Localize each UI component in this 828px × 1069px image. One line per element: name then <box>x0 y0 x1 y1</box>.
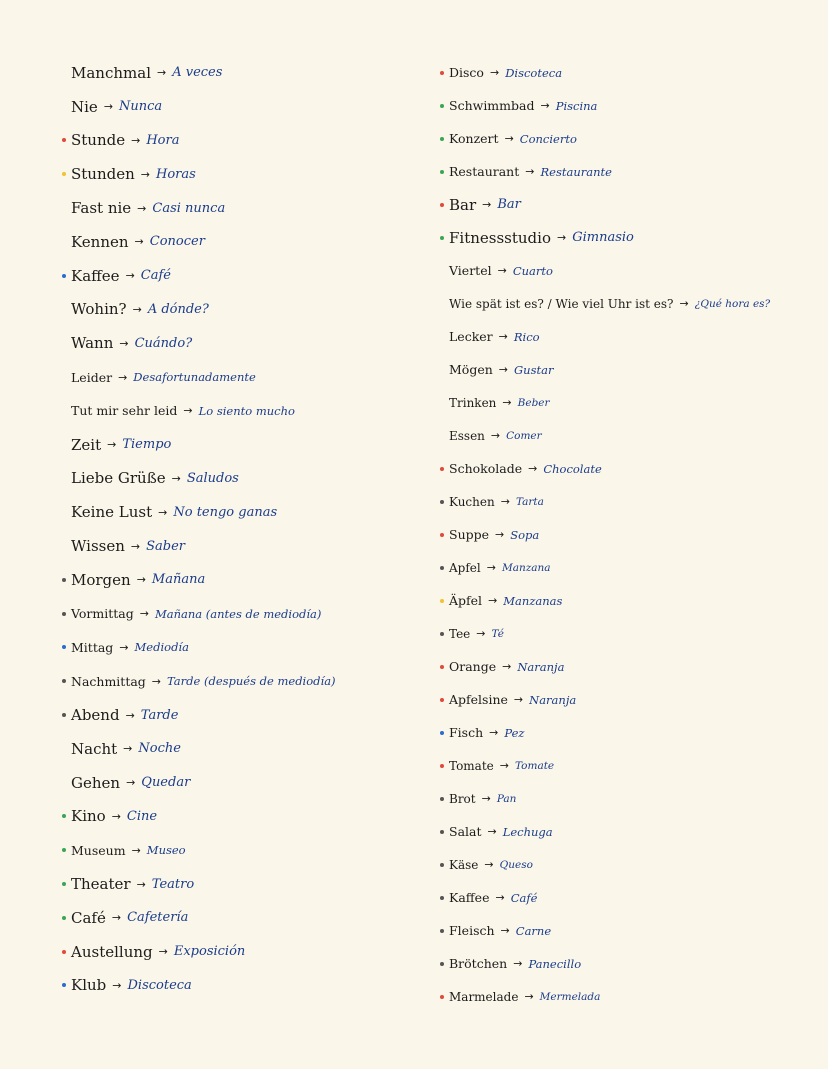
spanish-translation: Hora <box>146 132 180 148</box>
german-word: Tee <box>449 626 471 641</box>
arrow-right-icon: → <box>476 627 486 640</box>
vocab-entry <box>62 428 432 462</box>
spanish-translation: Mermelada <box>539 990 601 1003</box>
german-word: Nacht <box>71 739 118 758</box>
arrow-right-icon: → <box>183 404 193 418</box>
vocab-entry <box>62 326 432 360</box>
bullet-dot-icon <box>440 764 444 768</box>
bullet-dot-icon <box>62 950 66 954</box>
german-word: Orange <box>449 659 497 674</box>
bullet-dot-icon <box>62 240 66 244</box>
german-word: Salat <box>449 824 482 839</box>
bullet-dot-icon <box>440 599 444 603</box>
vocab-entry <box>62 833 432 867</box>
german-word: Morgen <box>71 570 131 589</box>
vocab-entry <box>440 683 825 716</box>
german-word: Disco <box>449 65 484 80</box>
arrow-right-icon: → <box>131 843 141 857</box>
german-word: Austellung <box>71 942 153 961</box>
bullet-dot-icon <box>62 71 66 75</box>
bullet-dot-icon <box>62 375 66 379</box>
bullet-dot-icon <box>440 995 444 999</box>
vocab-entry <box>440 584 825 617</box>
spanish-translation: Cuándo? <box>134 335 193 351</box>
arrow-right-icon: → <box>500 495 510 508</box>
spanish-translation: Mediodía <box>134 640 189 655</box>
bullet-dot-icon <box>62 713 66 717</box>
bullet-dot-icon <box>440 698 444 702</box>
german-word: Gehen <box>71 773 121 792</box>
bullet-dot-icon <box>440 170 444 174</box>
german-word: Café <box>71 908 106 927</box>
german-word: Museum <box>71 842 126 858</box>
arrow-right-icon: → <box>126 776 136 790</box>
arrow-right-icon: → <box>486 561 496 574</box>
arrow-right-icon: → <box>158 945 168 959</box>
vocab-entry <box>62 597 432 631</box>
spanish-translation: Lo siento mucho <box>198 403 295 418</box>
bullet-dot-icon <box>440 896 444 900</box>
arrow-right-icon: → <box>139 607 149 621</box>
arrow-right-icon: → <box>525 165 535 178</box>
vocab-entry <box>440 749 825 782</box>
vocab-entry <box>62 766 432 800</box>
spanish-translation: Horas <box>155 166 196 182</box>
german-word: Kennen <box>71 232 129 251</box>
arrow-right-icon: → <box>497 264 507 277</box>
bullet-dot-icon <box>62 645 66 649</box>
spanish-translation: Carne <box>515 923 552 938</box>
spanish-translation: Gimnasio <box>572 230 634 245</box>
vocab-entry <box>440 287 825 320</box>
arrow-right-icon: → <box>171 471 181 485</box>
spanish-translation: Pan <box>496 792 517 805</box>
spanish-translation: Sopa <box>510 527 540 542</box>
spanish-translation: Naranja <box>529 692 577 707</box>
german-word: Tut mir sehr leid <box>71 403 178 419</box>
vocab-entry <box>62 563 432 597</box>
spanish-translation: Cuarto <box>512 263 553 278</box>
bullet-dot-icon <box>62 274 66 278</box>
german-word: Kino <box>71 807 106 826</box>
vocab-entry <box>440 716 825 749</box>
bullet-dot-icon <box>62 510 66 514</box>
bullet-dot-icon <box>62 612 66 616</box>
spanish-translation: Noche <box>138 741 181 757</box>
german-word: Fast nie <box>71 199 132 218</box>
bullet-dot-icon <box>440 401 444 405</box>
vocab-entry <box>440 848 825 881</box>
vocab-entry <box>440 254 825 287</box>
vocab-entry <box>440 353 825 386</box>
german-word: Äpfel <box>449 593 483 608</box>
spanish-translation: Mañana (antes de mediodía) <box>154 606 322 621</box>
spanish-translation: Bar <box>497 197 521 212</box>
arrow-right-icon: → <box>119 640 129 654</box>
german-word: Fisch <box>449 725 484 740</box>
bullet-dot-icon <box>440 863 444 867</box>
german-word: Kaffee <box>449 890 490 905</box>
bullet-dot-icon <box>440 632 444 636</box>
arrow-right-icon: → <box>131 133 141 147</box>
arrow-right-icon: → <box>132 302 142 316</box>
bullet-dot-icon <box>62 105 66 109</box>
arrow-right-icon: → <box>158 505 168 519</box>
spanish-translation: Chocolate <box>543 461 602 476</box>
bullet-dot-icon <box>440 665 444 669</box>
vocab-entry <box>440 815 825 848</box>
bullet-dot-icon <box>440 929 444 933</box>
spanish-translation: Pez <box>504 725 525 740</box>
german-word: Tomate <box>449 758 494 773</box>
spanish-translation: Tarde (después de mediodía) <box>167 674 336 689</box>
vocab-entry <box>62 698 432 732</box>
spanish-translation: Café <box>510 890 538 905</box>
vocab-entry <box>62 732 432 766</box>
vocabulary-list-right <box>440 56 825 1013</box>
spanish-translation: Piscina <box>555 98 598 113</box>
arrow-right-icon: → <box>513 957 523 970</box>
vocab-entry <box>62 293 432 327</box>
bullet-dot-icon <box>62 307 66 311</box>
vocab-entry <box>440 617 825 650</box>
vocab-entry <box>62 157 432 191</box>
arrow-right-icon: → <box>513 693 524 706</box>
spanish-translation: Conocer <box>149 234 205 250</box>
german-word: Wohin? <box>71 300 127 319</box>
german-word: Mögen <box>449 362 493 377</box>
bullet-dot-icon <box>440 434 444 438</box>
spanish-translation: Comer <box>506 429 542 442</box>
german-word: Kuchen <box>449 494 495 509</box>
bullet-dot-icon <box>440 71 444 75</box>
german-word: Nie <box>71 97 98 116</box>
arrow-right-icon: → <box>540 99 550 112</box>
spanish-translation: Cine <box>126 808 158 824</box>
arrow-right-icon: → <box>136 877 146 891</box>
german-word: Marmelade <box>449 989 519 1004</box>
german-word: Suppe <box>449 527 490 542</box>
german-word: Fitnessstudio <box>449 228 551 247</box>
arrow-right-icon: → <box>119 336 129 350</box>
arrow-right-icon: → <box>498 330 508 343</box>
vocab-entry <box>440 320 825 353</box>
vocab-entry <box>62 124 432 158</box>
vocab-entry <box>62 529 432 563</box>
german-word: Apfel <box>449 560 481 575</box>
vocab-entry <box>440 56 825 89</box>
german-word: Mittag <box>71 639 114 655</box>
vocab-entry <box>440 155 825 188</box>
spanish-translation: Mañana <box>151 572 206 588</box>
vocab-entry <box>440 188 825 221</box>
bullet-dot-icon <box>62 679 66 683</box>
arrow-right-icon: → <box>487 825 497 838</box>
spanish-translation: Nunca <box>119 99 163 115</box>
bullet-dot-icon <box>440 302 444 306</box>
vocab-entry <box>62 867 432 901</box>
arrow-right-icon: → <box>482 198 492 211</box>
vocab-entry <box>440 782 825 815</box>
bullet-dot-icon <box>62 172 66 176</box>
bullet-dot-icon <box>62 409 66 413</box>
arrow-right-icon: → <box>502 396 512 409</box>
spanish-translation: Té <box>491 627 504 640</box>
arrow-right-icon: → <box>489 66 500 79</box>
german-word: Abend <box>71 706 120 725</box>
arrow-right-icon: → <box>140 167 150 181</box>
german-word: Theater <box>71 875 131 894</box>
bullet-dot-icon <box>440 137 444 141</box>
spanish-translation: Exposición <box>173 944 246 960</box>
arrow-right-icon: → <box>111 911 122 925</box>
arrow-right-icon: → <box>489 726 499 739</box>
german-word: Restaurant <box>449 164 520 179</box>
arrow-right-icon: → <box>481 792 491 805</box>
spanish-translation: Casi nunca <box>152 200 226 216</box>
spanish-translation: Concierto <box>519 131 577 146</box>
arrow-right-icon: → <box>528 462 538 475</box>
bullet-dot-icon <box>62 814 66 818</box>
spanish-translation: A veces <box>172 65 223 81</box>
bullet-dot-icon <box>62 206 66 210</box>
spanish-translation: Rico <box>513 329 540 344</box>
vocab-entry <box>62 901 432 935</box>
arrow-right-icon: → <box>490 429 501 442</box>
arrow-right-icon: → <box>125 269 135 283</box>
german-word: Stunde <box>71 131 126 150</box>
vocab-entry <box>440 914 825 947</box>
german-word: Stunden <box>71 165 135 184</box>
german-word: Schwimmbad <box>449 98 535 113</box>
spanish-translation: Tomate <box>514 759 555 772</box>
vocab-entry <box>62 495 432 529</box>
vocab-entry <box>62 225 432 259</box>
spanish-translation: Tiempo <box>122 437 172 453</box>
german-word: Manchmal <box>71 63 151 82</box>
vocab-entry <box>62 800 432 834</box>
arrow-right-icon: → <box>495 891 505 904</box>
arrow-right-icon: → <box>499 759 509 772</box>
spanish-translation: Queso <box>499 858 533 871</box>
vocab-entry <box>440 452 825 485</box>
vocab-entry <box>62 360 432 394</box>
bullet-dot-icon <box>62 138 66 142</box>
bullet-dot-icon <box>440 533 444 537</box>
bullet-dot-icon <box>62 578 66 582</box>
spanish-translation: Cafetería <box>127 910 189 926</box>
bullet-dot-icon <box>62 341 66 345</box>
german-word: Zeit <box>71 435 102 454</box>
german-word: Fleisch <box>449 923 495 938</box>
bullet-dot-icon <box>62 983 66 987</box>
german-word: Käse <box>449 857 479 872</box>
vocab-entry <box>62 259 432 293</box>
vocab-entry <box>440 947 825 980</box>
spanish-translation: Saber <box>146 538 185 554</box>
arrow-right-icon: → <box>504 132 514 145</box>
spanish-translation: Teatro <box>151 876 195 892</box>
bullet-dot-icon <box>440 368 444 372</box>
spanish-translation: Gustar <box>514 362 554 377</box>
arrow-right-icon: → <box>500 924 510 937</box>
arrow-right-icon: → <box>151 674 162 688</box>
german-word: Vormittag <box>71 606 134 622</box>
german-word: Wissen <box>71 537 125 556</box>
vocab-entry <box>62 394 432 428</box>
vocab-entry <box>440 386 825 419</box>
bullet-dot-icon <box>440 104 444 108</box>
bullet-dot-icon <box>62 848 66 852</box>
spanish-translation: Restaurante <box>540 164 612 179</box>
vocab-entry <box>440 89 825 122</box>
bullet-dot-icon <box>440 335 444 339</box>
arrow-right-icon: → <box>556 231 567 244</box>
german-word: Essen <box>449 428 485 443</box>
arrow-right-icon: → <box>130 539 141 553</box>
german-word: Wie spät ist es? / Wie viel Uhr ist es? <box>449 296 674 311</box>
spanish-translation: Tarta <box>515 495 544 508</box>
german-word: Kaffee <box>71 266 120 285</box>
spanish-translation: A dónde? <box>147 301 209 317</box>
arrow-right-icon: → <box>502 660 512 673</box>
vocab-entry <box>62 631 432 665</box>
arrow-right-icon: → <box>123 742 133 756</box>
bullet-dot-icon <box>62 443 66 447</box>
spanish-translation: Discoteca <box>505 65 563 80</box>
vocab-entry <box>62 935 432 969</box>
bullet-dot-icon <box>440 830 444 834</box>
vocab-entry <box>440 980 825 1013</box>
german-word: Apfelsine <box>449 692 508 707</box>
bullet-dot-icon <box>440 203 444 207</box>
spanish-translation: Desafortunadamente <box>133 370 256 385</box>
spanish-translation: Café <box>140 268 171 284</box>
arrow-right-icon: → <box>112 978 122 992</box>
arrow-right-icon: → <box>495 528 505 541</box>
vocab-entry <box>62 462 432 496</box>
vocab-entry <box>440 221 825 254</box>
arrow-right-icon: → <box>524 990 534 1003</box>
bullet-dot-icon <box>440 500 444 504</box>
arrow-right-icon: → <box>136 573 146 587</box>
german-word: Klub <box>71 976 107 995</box>
german-word: Lecker <box>449 329 493 344</box>
bullet-dot-icon <box>440 797 444 801</box>
german-word: Liebe Grüße <box>71 469 166 488</box>
german-word: Konzert <box>449 131 499 146</box>
arrow-right-icon: → <box>134 235 144 249</box>
bullet-dot-icon <box>62 781 66 785</box>
bullet-dot-icon <box>440 236 444 240</box>
bullet-dot-icon <box>62 476 66 480</box>
arrow-right-icon: → <box>484 858 494 871</box>
bullet-dot-icon <box>440 566 444 570</box>
bullet-dot-icon <box>440 467 444 471</box>
spanish-translation: Discoteca <box>127 977 192 993</box>
german-word: Schokolade <box>449 461 523 476</box>
bullet-dot-icon <box>62 916 66 920</box>
bullet-dot-icon <box>440 731 444 735</box>
german-word: Leider <box>71 369 113 385</box>
german-word: Viertel <box>449 263 492 278</box>
vocab-entry <box>440 518 825 551</box>
arrow-right-icon: → <box>157 66 167 80</box>
arrow-right-icon: → <box>137 201 147 215</box>
bullet-dot-icon <box>62 882 66 886</box>
bullet-dot-icon <box>62 544 66 548</box>
vocabulary-list-left <box>62 56 432 1002</box>
german-word: Trinken <box>449 395 497 410</box>
arrow-right-icon: → <box>107 438 117 452</box>
arrow-right-icon: → <box>111 809 121 823</box>
german-word: Brot <box>449 791 476 806</box>
spanish-translation: Quedar <box>141 775 191 791</box>
spanish-translation: ¿Qué hora es? <box>694 297 771 310</box>
vocab-entry <box>440 650 825 683</box>
bullet-dot-icon <box>62 747 66 751</box>
vocab-entry <box>62 191 432 225</box>
arrow-right-icon: → <box>498 363 508 376</box>
german-word: Brötchen <box>449 956 508 971</box>
vocab-entry <box>440 485 825 518</box>
spanish-translation: Manzana <box>501 561 551 574</box>
spanish-translation: Lechuga <box>502 824 553 839</box>
arrow-right-icon: → <box>125 708 135 722</box>
spanish-translation: Tarde <box>140 707 179 723</box>
vocab-entry <box>440 419 825 452</box>
spanish-translation: Manzanas <box>503 593 563 608</box>
bullet-dot-icon <box>440 962 444 966</box>
german-word: Bar <box>449 195 477 214</box>
spanish-translation: No tengo ganas <box>173 504 278 520</box>
vocab-entry <box>440 122 825 155</box>
bullet-dot-icon <box>440 269 444 273</box>
german-word: Keine Lust <box>71 503 153 522</box>
vocab-entry <box>62 969 432 1003</box>
arrow-right-icon: → <box>679 297 689 310</box>
german-word: Nachmittag <box>71 673 146 689</box>
vocab-entry <box>440 551 825 584</box>
arrow-right-icon: → <box>118 370 128 384</box>
vocab-entry <box>62 90 432 124</box>
arrow-right-icon: → <box>488 594 498 607</box>
vocab-entry <box>62 56 432 90</box>
spanish-translation: Panecillo <box>528 956 582 971</box>
spanish-translation: Beber <box>517 396 550 409</box>
arrow-right-icon: → <box>103 100 114 114</box>
spanish-translation: Museo <box>146 843 186 858</box>
vocab-entry <box>62 664 432 698</box>
spanish-translation: Naranja <box>517 659 565 674</box>
german-word: Wann <box>71 334 114 353</box>
spanish-translation: Saludos <box>186 470 239 486</box>
vocab-entry <box>440 881 825 914</box>
